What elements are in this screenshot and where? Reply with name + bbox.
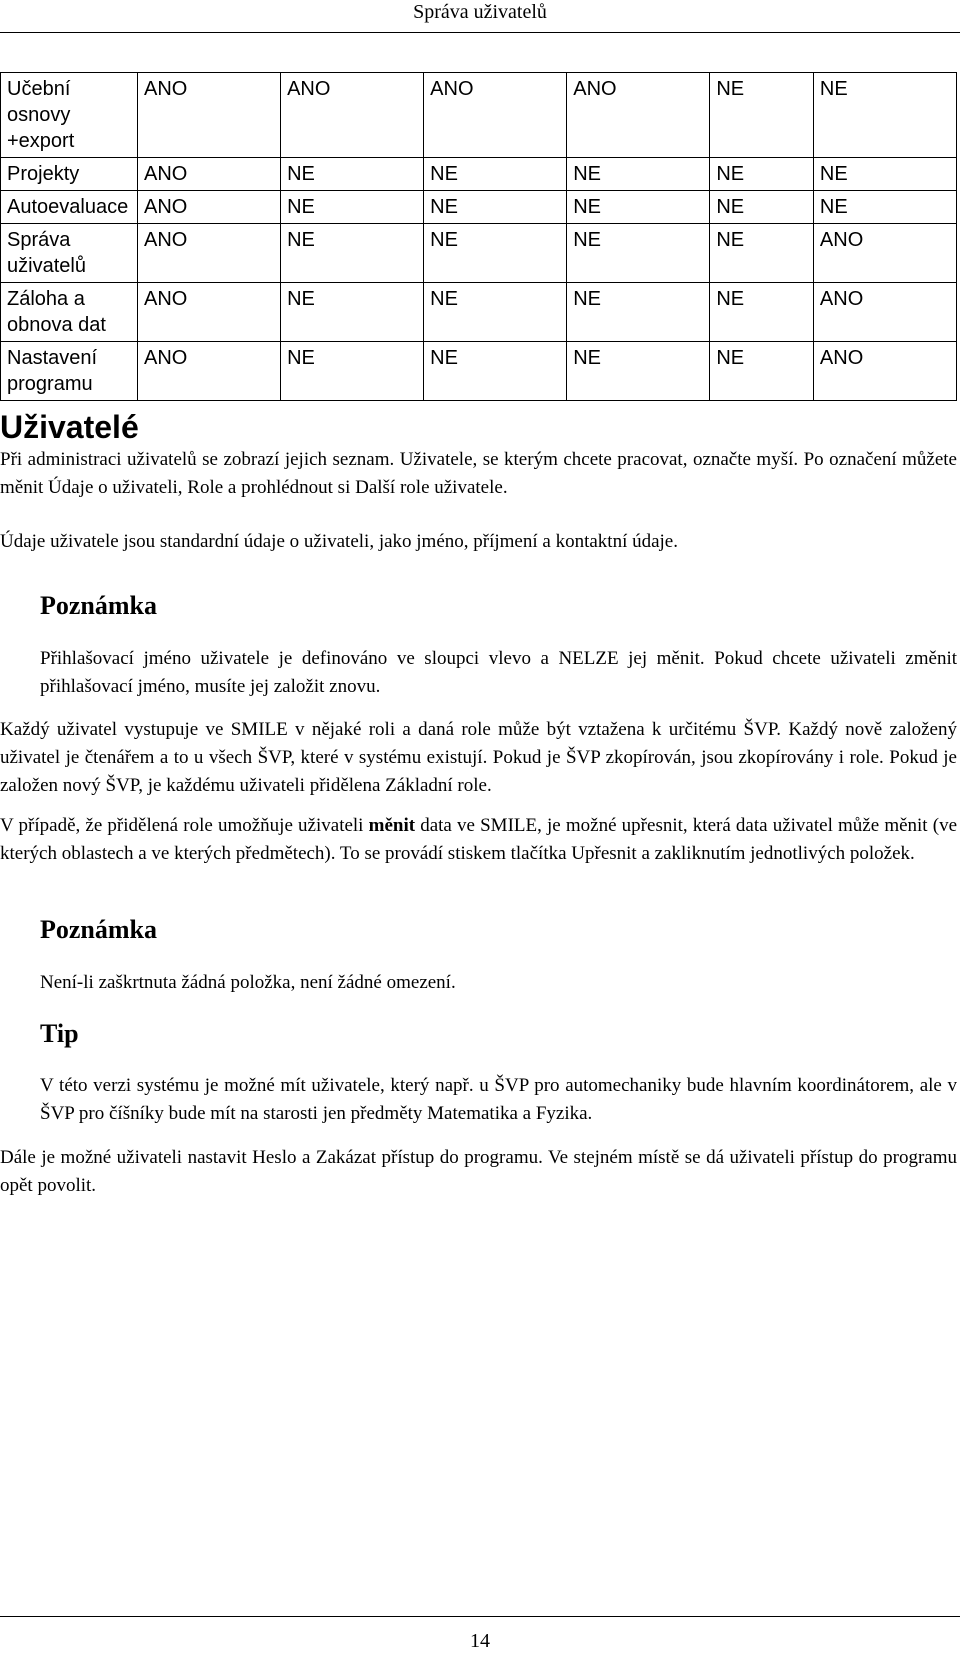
table-cell: NE (281, 283, 424, 342)
paragraph-password: Dále je možné uživateli nastavit Heslo a Zakázat přístup do programu. Ve stejném místě se dá uživateli přístup do programu opět povolit. (0, 1147, 957, 1196)
row-label: Učební osnovy +export (1, 73, 138, 158)
edit-rights-bold: měnit (368, 815, 416, 836)
table-cell: NE (710, 224, 814, 283)
table-cell: NE (567, 283, 710, 342)
table-cell: ANO (813, 224, 956, 283)
table-row (1, 342, 957, 401)
table-cell: ANO (138, 342, 281, 401)
table-cell: NE (424, 191, 567, 224)
footer-divider (0, 1616, 960, 1617)
table-cell: ANO (138, 73, 281, 158)
table-cell: NE (710, 283, 814, 342)
rights-table (0, 72, 957, 401)
row-label: Záloha a obnova dat (1, 283, 138, 342)
table-cell: NE (281, 191, 424, 224)
table-cell: ANO (813, 342, 956, 401)
table-cell: NE (424, 342, 567, 401)
table-row (1, 158, 957, 191)
table-cell: ANO (424, 73, 567, 158)
paragraph-roles: Každý uživatel vystupuje ve SMILE v nějaké roli a daná role může být vztažena k určitému ŠVP. Každý nově založený uživatel je čtenářem a to u všech ŠVP, které v systému existují. Pokud je ŠVP zkopírován, jsou zkopírovány i role. Pokud je založen nový ŠVP, je každému uživateli přidělena Základní role. (0, 719, 957, 796)
row-label: Autoevaluace (1, 191, 138, 224)
note-text: Přihlašovací jméno uživatele je definováno ve sloupci vlevo a NELZE jej měnit. Pokud chcete uživateli změnit přihlašovací jméno, musíte jej založit znovu. (40, 648, 957, 697)
table-cell: NE (813, 73, 956, 158)
paragraph-user-details: Údaje uživatele jsou standardní údaje o uživateli, jako jméno, příjmení a kontaktní údaje. (0, 531, 678, 552)
table-cell: NE (567, 224, 710, 283)
row-label: Správa uživatelů (1, 224, 138, 283)
table-cell: ANO (281, 73, 424, 158)
section-title: Uživatelé (0, 409, 139, 445)
table-cell: NE (424, 224, 567, 283)
table-cell: ANO (138, 158, 281, 191)
header-divider (0, 32, 960, 33)
table-cell: NE (424, 158, 567, 191)
table-cell: NE (424, 283, 567, 342)
running-header: Správa uživatelů (413, 1, 547, 23)
tip-text: V této verzi systému je možné mít uživatele, který např. u ŠVP pro automechaniky bude hlavním koordinátorem, ale v ŠVP pro číšníky bude mít na starosti jen předměty Matematika a Fyzika. (40, 1075, 957, 1124)
table-cell: NE (281, 224, 424, 283)
note-heading-2: Poznámka (40, 915, 157, 944)
table-cell: ANO (138, 283, 281, 342)
paragraph-edit-rights (0, 812, 957, 868)
table-row (1, 191, 957, 224)
paragraph-intro: Při administraci uživatelů se zobrazí jejich seznam. Uživatele, se kterým chcete pracovat, označte myší. Po označení můžete měnit Údaje o uživateli, Role a prohlédnout si Další role uživatele. (0, 449, 957, 498)
page-number: 14 (470, 1630, 490, 1652)
row-label: Nastavení programu (1, 342, 138, 401)
table-cell: NE (710, 191, 814, 224)
table-row (1, 224, 957, 283)
table-cell: NE (567, 342, 710, 401)
tip-heading: Tip (40, 1019, 79, 1048)
table-cell: NE (813, 158, 956, 191)
table-cell: ANO (813, 283, 956, 342)
row-label: Projekty (1, 158, 138, 191)
edit-rights-text-start: V případě, že přidělená role umožňuje uživateli (0, 815, 369, 836)
note-text-2: Není-li zaškrtnuta žádná položka, není žádné omezení. (40, 972, 456, 993)
table-cell: NE (567, 158, 710, 191)
table-cell: NE (710, 158, 814, 191)
table-cell: NE (710, 73, 814, 158)
note-heading: Poznámka (40, 591, 157, 620)
table-row (1, 73, 957, 158)
table-cell: ANO (138, 224, 281, 283)
table-cell: NE (281, 158, 424, 191)
table-cell: NE (813, 191, 956, 224)
edit-rights-text-end: data ve SMILE, je možné upřesnit, která data uživatel může měnit (ve kterých oblastech a ve kterých předmětech). To se provádí stiskem tlačítka Upřesnit a zakliknutím jednotlivých položek. (0, 815, 958, 864)
table-cell: NE (281, 342, 424, 401)
table-row (1, 283, 957, 342)
table-cell: NE (710, 342, 814, 401)
table-cell: ANO (138, 191, 281, 224)
table-cell: NE (567, 191, 710, 224)
table-cell: ANO (567, 73, 710, 158)
rights-table-body (1, 73, 957, 401)
